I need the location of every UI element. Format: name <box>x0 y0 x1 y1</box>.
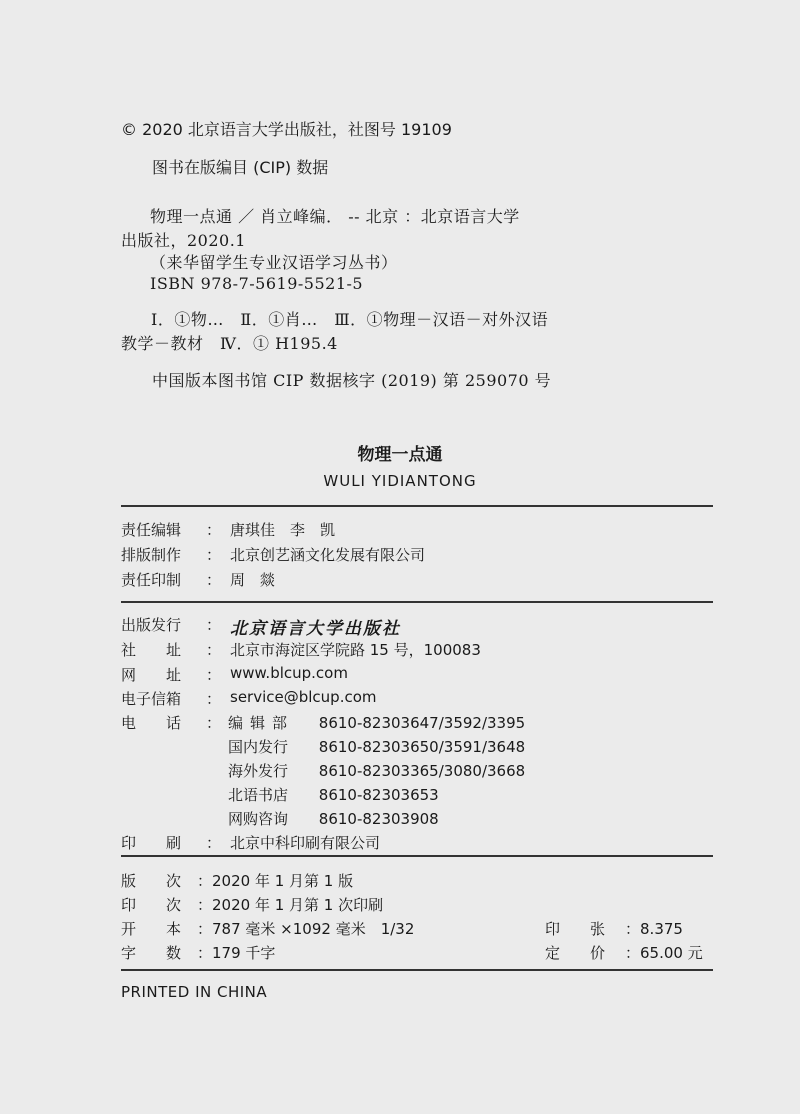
staff-value: 北京创艺涵文化发展有限公司 <box>230 546 426 564</box>
phone-dept: 国内发行 <box>228 738 289 756</box>
divider <box>121 505 713 507</box>
edition-row: 版 次 ：2020 年 1 月第 1 版 <box>121 872 354 890</box>
cip-line: 物理一点通 ／ 肖立峰编． -- 北京 ：北京语言大学 <box>150 207 520 226</box>
phone-label: 电 话 ： <box>121 714 221 732</box>
words-value: 179 千字 <box>212 944 276 962</box>
website-link[interactable]: www.blcup.com <box>230 664 348 682</box>
email-row <box>121 688 721 710</box>
address-label: 社 址 ： <box>121 641 221 659</box>
price-value: 65.00 元 <box>640 944 703 962</box>
address-row <box>121 639 721 661</box>
publisher-label: 出版发行 ： <box>121 616 221 634</box>
phone-number: 8610-82303653 <box>318 786 439 804</box>
edition-value: 2020 年 1 月第 1 版 <box>212 872 354 890</box>
divider <box>121 601 713 603</box>
format-value: 787 毫米 ×1092 毫米 1/32 <box>212 920 415 938</box>
phone-entry <box>228 808 439 829</box>
divider <box>121 855 713 857</box>
cip-line: Ⅰ．①物… Ⅱ．①肖… Ⅲ．①物理－汉语－对外汉语 <box>151 310 549 329</box>
printer-row <box>121 832 721 854</box>
words-label: 字 数 <box>121 944 182 962</box>
words-row: 字 数 ：179 千字 <box>121 944 276 962</box>
website-label: 网 址 ： <box>121 666 221 684</box>
staff-editor-row <box>121 519 721 541</box>
price-row: 定 价 ：65.00 元 <box>545 944 703 962</box>
email-link[interactable]: service@blcup.com <box>230 688 377 706</box>
divider <box>121 969 713 971</box>
phone-entry <box>228 760 525 781</box>
staff-value: 唐琪佳 李 凯 <box>230 521 336 539</box>
staff-label: 责任印制 ： <box>121 571 221 589</box>
format-label: 开 本 <box>121 920 182 938</box>
staff-label: 责任编辑 ： <box>121 521 221 539</box>
staff-value: 周 燚 <box>230 571 276 589</box>
staff-label: 排版制作 ： <box>121 546 221 564</box>
staff-typesetting-row <box>121 544 721 566</box>
phone-dept: 海外发行 <box>228 762 289 780</box>
sheets-value: 8.375 <box>640 920 683 938</box>
copyright-notice: © 2020 北京语言大学出版社，社图号 19109 <box>121 120 452 139</box>
website-row <box>121 664 721 686</box>
sheets-row: 印 张 ：8.375 <box>545 920 683 938</box>
staff-printing-row <box>121 569 721 591</box>
format-row: 开 本 ：787 毫米 ×1092 毫米 1/32 <box>121 920 415 938</box>
phone-dept: 网购咨询 <box>228 810 289 828</box>
email-label: 电子信箱 ： <box>121 690 221 708</box>
book-title: 物理一点通 <box>357 445 443 465</box>
phone-entry <box>228 784 439 805</box>
phone-entry <box>228 736 525 757</box>
publisher-logo: 北京语言大学出版社 <box>230 619 401 639</box>
publisher-row <box>121 614 721 639</box>
phone-number: 8610-82303650/3591/3648 <box>318 738 526 756</box>
printed-in-notice: PRINTED IN CHINA <box>121 983 268 1001</box>
phone-entry <box>228 712 525 733</box>
address-value: 北京市海淀区学院路 15 号，100083 <box>230 641 481 659</box>
cip-line: 中国版本图书馆 CIP 数据核字 (2019) 第 259070 号 <box>152 371 552 390</box>
cip-line: ISBN 978-7-5619-5521-5 <box>150 274 364 293</box>
printing-value: 2020 年 1 月第 1 次印刷 <box>212 896 384 914</box>
printing-row: 印 次 ：2020 年 1 月第 1 次印刷 <box>121 896 384 914</box>
cip-heading: 图书在版编目 (CIP) 数据 <box>152 158 329 177</box>
phone-number: 8610-82303365/3080/3668 <box>318 762 526 780</box>
phone-number: 8610-82303647/3592/3395 <box>318 714 526 732</box>
printing-label: 印 次 <box>121 896 182 914</box>
cip-line: 出版社，2020.1 <box>121 231 246 250</box>
edition-label: 版 次 <box>121 872 182 890</box>
cip-line: （来华留学生专业汉语学习丛书） <box>150 253 398 272</box>
price-label: 定 价 <box>545 944 606 962</box>
phone-dept: 编辑部 <box>228 714 295 732</box>
phone-dept: 北语书店 <box>228 786 289 804</box>
printer-value: 北京中科印刷有限公司 <box>230 834 381 852</box>
cip-line: 教学－教材 Ⅳ．① H195.4 <box>121 334 338 353</box>
book-pinyin: WULI YIDIANTONG <box>323 472 477 490</box>
printer-label: 印 刷 ： <box>121 834 221 852</box>
phone-number: 8610-82303908 <box>318 810 439 828</box>
sheets-label: 印 张 <box>545 920 606 938</box>
